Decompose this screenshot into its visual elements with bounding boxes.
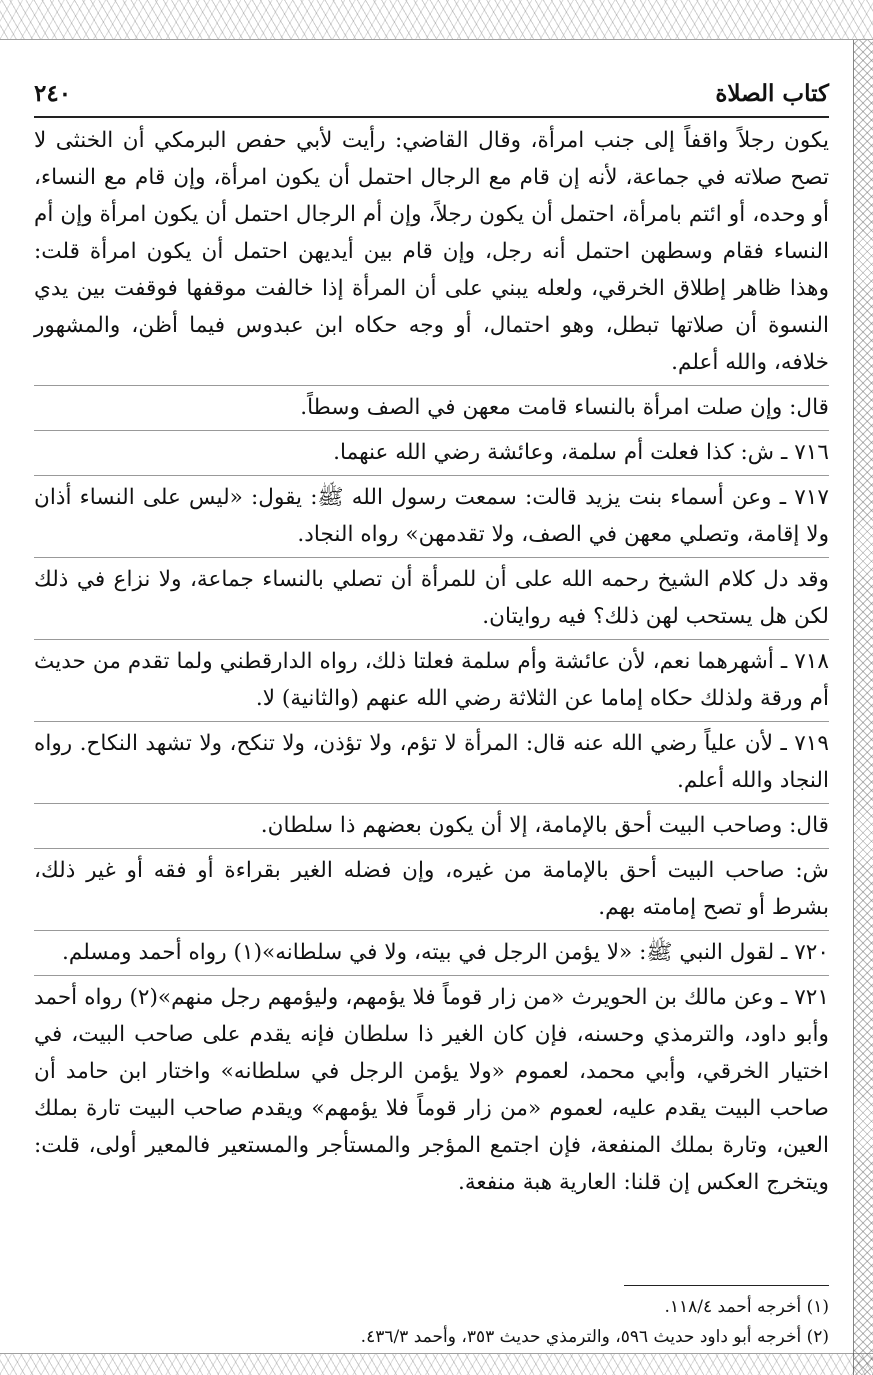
paragraph-divider: [34, 385, 829, 386]
paragraph: قال: وصاحب البيت أحق بالإمامة، إلا أن يكون بعضهم ذا سلطان.: [260, 813, 829, 838]
paragraph: وقد دل كلام الشيخ رحمه الله على أن للمرأة أن تصلي بالنساء جماعة، ولا نزاع في ذلك لكن هل يستحب لهن ذلك؟ فيه روايتان.: [34, 567, 829, 629]
paragraph-divider: [34, 430, 829, 431]
running-title: كتاب الصلاة: [715, 79, 829, 107]
footnote-rule: [624, 1285, 829, 1286]
footnotes: [34, 1285, 829, 1352]
paragraph-divider: [34, 975, 829, 976]
paragraph: يكون رجلاً واقفاً إلى جنب امرأة، وقال القاضي: رأيت لأبي حفص البرمكي أن الخنثى لا تصح صلاته في جماعة، لأنه إن قام مع الرجال احتمل أن يكون امرأة، وإن قام مع النساء، أو وحده، أو ائتم بامرأة، احتمل أن يكون رجلاً، وإن أم الرجال احتمل أن يكون امرأة وإن أم النساء فقام وسطهن احتمل أنه رجل، وإن قام بين أيديهن احتمل أن يكون امرأة قلت: وهذا ظاهر إطلاق الخرقي، ولعله يبني على أن المرأة إذا خالفت موقفها فوقفت بين يدي النسوة أن صلاتها تبطل، وهو احتمال، أو وجه حكاه ابن عبدوس فيما أظن، والمشهور خلافه، والله أعلم.: [34, 128, 829, 375]
decorative-border-right: [853, 40, 873, 1375]
paragraph-divider: [34, 639, 829, 640]
paragraph: ٧١٩ ـ لأن علياً رضي الله عنه قال: المرأة لا تؤم، ولا تؤذن، ولا تنكح، ولا تشهد النكاح. رواه النجاد والله أعلم.: [34, 731, 829, 793]
page-number: ٢٤٠: [34, 79, 72, 107]
page-content: [34, 70, 829, 1201]
footnote: (٢) أخرجه أبو داود حديث ٥٩٦، والترمذي حديث ٣٥٣، وأحمد ٤٣٦/٣.: [360, 1327, 829, 1347]
paragraph-divider: [34, 803, 829, 804]
paragraph-divider: [34, 848, 829, 849]
paragraph: قال: وإن صلت امرأة بالنساء قامت معهن في الصف وسطاً.: [300, 395, 829, 420]
paragraph: ٧١٧ ـ وعن أسماء بنت يزيد قالت: سمعت رسول الله ﷺ: يقول: «ليس على النساء أذان ولا إقامة، وتصلي معهن في الصف، ولا تقدمهن» رواه النجاد.: [34, 485, 829, 547]
page-header: [34, 70, 829, 118]
paragraph: ٧١٨ ـ أشهرهما نعم، لأن عائشة وأم سلمة فعلتا ذلك، رواه الدارقطني ولما تقدم من حديث أم ورقة ولذلك حكاه إماما عن الثلاثة رضي الله عنهم (والثانية) لا.: [34, 649, 829, 711]
paragraph: ٧٢٠ ـ لقول النبي ﷺ: «لا يؤمن الرجل في بيته، ولا في سلطانه»(١) رواه أحمد ومسلم.: [61, 940, 829, 965]
paragraph-divider: [34, 721, 829, 722]
decorative-border-top: [0, 0, 873, 40]
paragraph: ش: صاحب البيت أحق بالإمامة من غيره، وإن فضله الغير بقراءة أو فقه أو غير ذلك، بشرط أو تصح إمامته بهم.: [34, 858, 829, 920]
paragraph: ٧٢١ ـ وعن مالك بن الحويرث «من زار قوماً فلا يؤمهم، وليؤمهم رجل منهم»(٢) رواه أحمد وأبو داود، والترمذي وحسنه، فإن كان الغير ذا سلطان فإنه يقدم على صاحب البيت، في اختيار الخرقي، وأبي محمد، لعموم «ولا يؤمن الرجل في سلطانه» واختار ابن حامد أن صاحب البيت يقدم عليه، لعموم «من زار قوماً فلا يؤمهم» ويقدم صاحب البيت تارة بملك العين، وتارة بملك المنفعة، فإن اجتمع المؤجر والمستأجر والمستعير فالمعير أولى، قلت: ويتخرج العكس إن قلنا: العارية هبة منفعة.: [34, 985, 829, 1195]
footnote: (١) أخرجه أحمد ١١٨/٤.: [664, 1297, 829, 1317]
body-text: [34, 122, 829, 1201]
paragraph-divider: [34, 557, 829, 558]
decorative-border-bottom: [0, 1353, 873, 1375]
paragraph: ٧١٦ ـ ش: كذا فعلت أم سلمة، وعائشة رضي الله عنهما.: [333, 440, 829, 465]
paragraph-divider: [34, 930, 829, 931]
paragraph-divider: [34, 475, 829, 476]
